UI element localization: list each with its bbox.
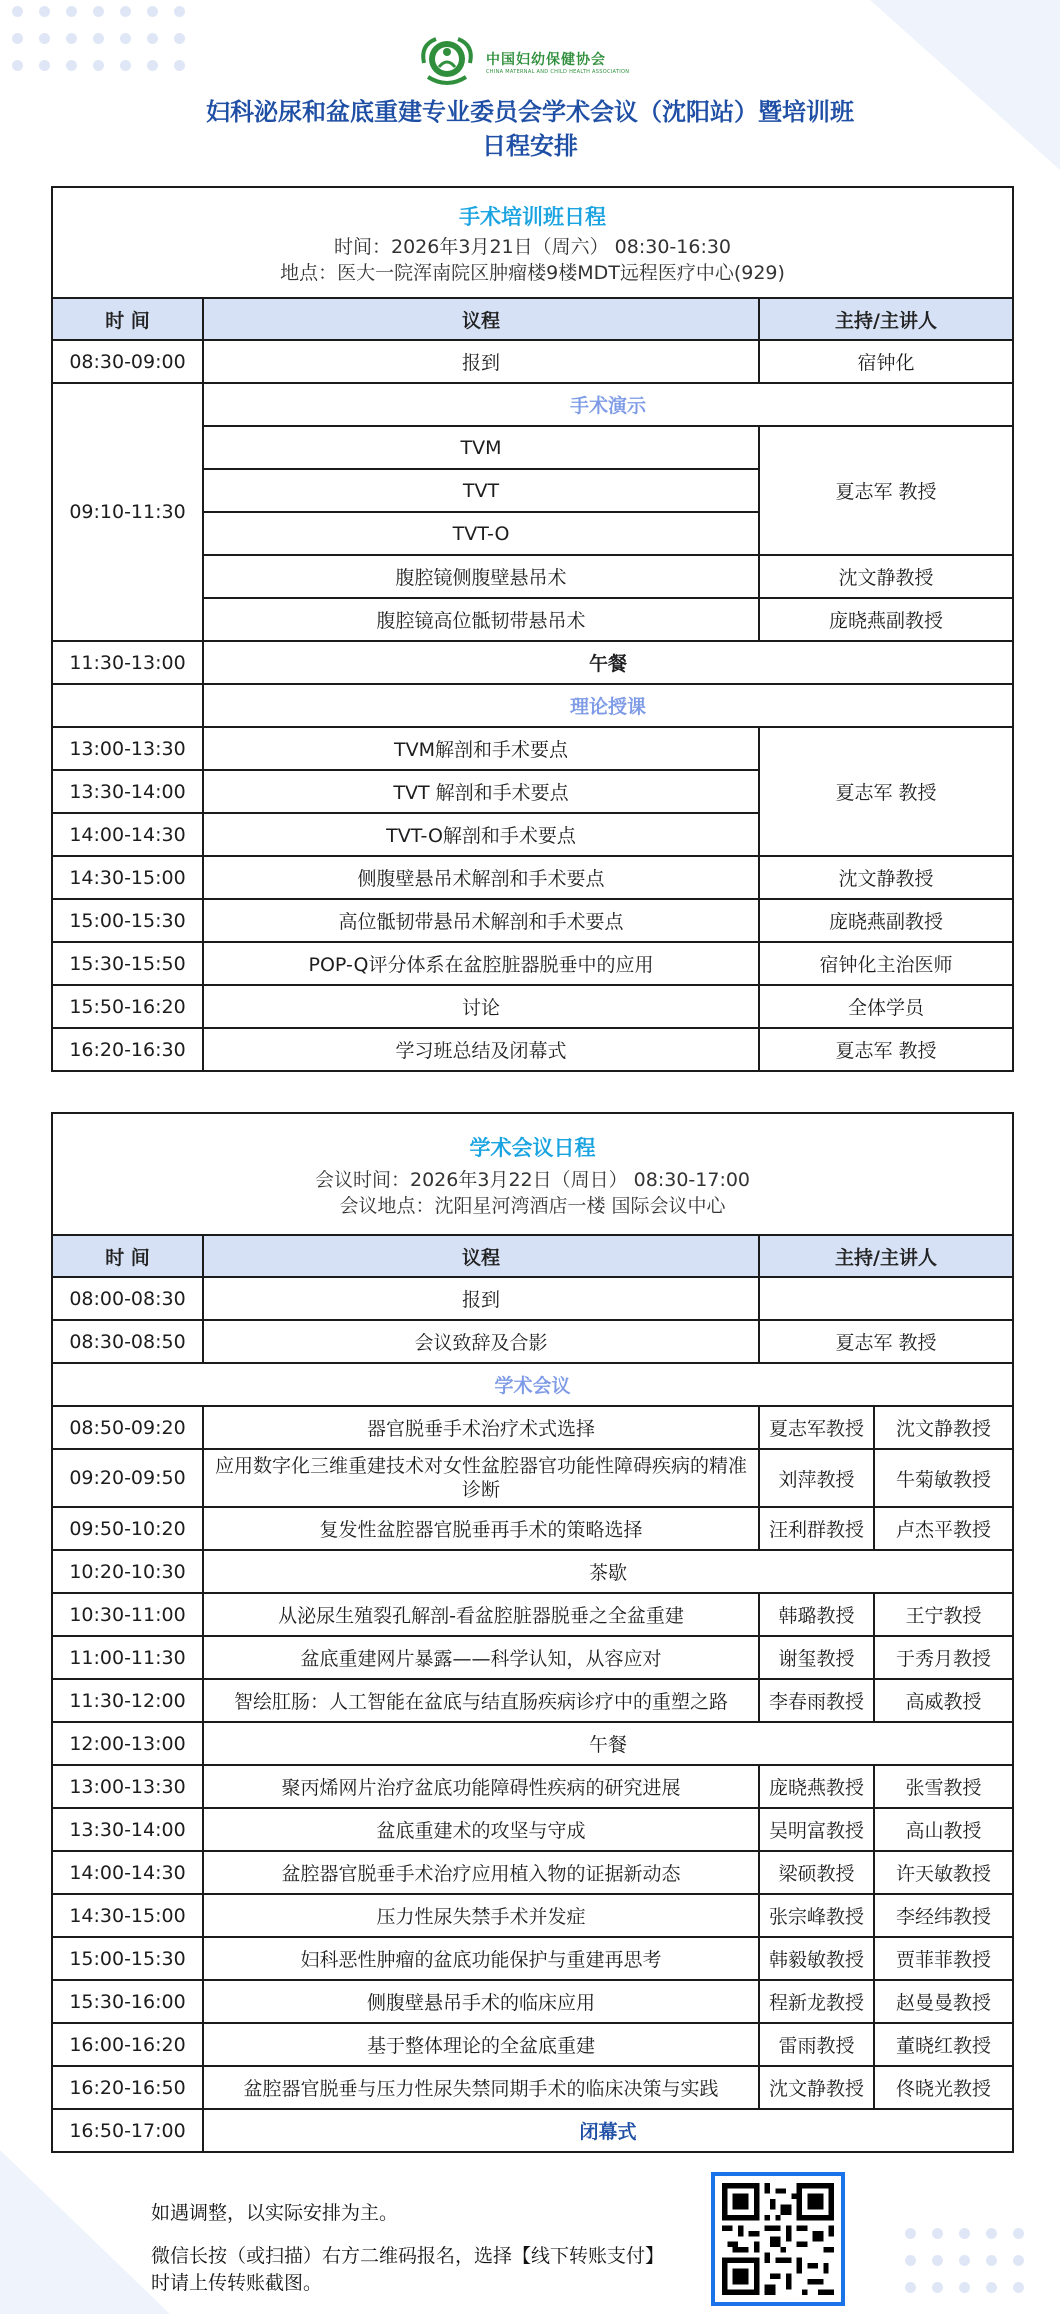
- row-speaker: 牛菊敏教授: [874, 1449, 1013, 1507]
- row-topic: 学习班总结及闭幕式: [203, 1028, 759, 1071]
- training-title: 手术培训班日程: [459, 204, 607, 229]
- table-row: [52, 856, 1013, 899]
- table-row: [52, 641, 1013, 684]
- table-row: [52, 1980, 1013, 2023]
- row-host: 张宗峰教授: [759, 1894, 874, 1937]
- row-speaker: 贾菲菲教授: [874, 1937, 1013, 1980]
- org-logo: [414, 33, 629, 91]
- row-time: 10:30-11:00: [52, 1593, 203, 1636]
- row-host: 夏志军 教授: [759, 1028, 1013, 1071]
- row-time: 14:30-15:00: [52, 856, 203, 899]
- row-speaker: 王宁教授: [874, 1593, 1013, 1636]
- table-row: [52, 727, 1013, 770]
- row-time: 15:30-15:50: [52, 942, 203, 985]
- row-host: 沈文静教授: [759, 555, 1013, 598]
- section-label: 学术会议: [52, 1363, 1013, 1406]
- row-host: 夏志军 教授: [759, 1320, 1013, 1363]
- row-host: 全体学员: [759, 985, 1013, 1028]
- row-time: 16:50-17:00: [52, 2109, 203, 2152]
- decor-dots-top-left: [12, 6, 185, 71]
- row-time: 16:20-16:50: [52, 2066, 203, 2109]
- row-time: 15:00-15:30: [52, 899, 203, 942]
- row-host: 谢玺教授: [759, 1636, 874, 1679]
- row-host: 汪利群教授: [759, 1507, 874, 1550]
- table-row: [52, 1593, 1013, 1636]
- training-schedule-table: [51, 186, 1014, 1072]
- row-speaker: 佟晓光教授: [874, 2066, 1013, 2109]
- row-topic: 腹腔镜侧腹壁悬吊术: [203, 555, 759, 598]
- row-time: 08:30-08:50: [52, 1320, 203, 1363]
- row-time: 14:00-14:30: [52, 813, 203, 856]
- row-topic: 从泌尿生殖裂孔解剖-看盆腔脏器脱垂之全盆重建: [203, 1593, 759, 1636]
- row-host: 李春雨教授: [759, 1679, 874, 1722]
- row-topic: TVT: [203, 469, 759, 512]
- section-label: 理论授课: [203, 684, 1013, 727]
- training-title-row: [52, 187, 1013, 298]
- table-row: [52, 1937, 1013, 1980]
- row-topic: 讨论: [203, 985, 759, 1028]
- row-topic: TVT 解剖和手术要点: [203, 770, 759, 813]
- row-topic: 妇科恶性肿瘤的盆底功能保护与重建再思考: [203, 1937, 759, 1980]
- row-host: 梁硕教授: [759, 1851, 874, 1894]
- training-time: 时间：2026年3月21日（周六） 08:30-16:30: [334, 235, 732, 258]
- row-time: 15:30-16:00: [52, 1980, 203, 2023]
- row-topic: 盆底重建网片暴露——科学认知，从容应对: [203, 1636, 759, 1679]
- org-name: 中国妇幼保健协会: [486, 52, 606, 68]
- row-topic: 盆腔器官脱垂手术治疗应用植入物的证据新动态: [203, 1851, 759, 1894]
- title-line-1: 妇科泌尿和盆底重建专业委员会学术会议（沈阳站）暨培训班: [206, 98, 854, 126]
- table-row: [52, 1406, 1013, 1449]
- row-topic: TVT-O: [203, 512, 759, 555]
- table-row: [52, 1449, 1013, 1507]
- row-topic: TVT-O解剖和手术要点: [203, 813, 759, 856]
- row-topic: 应用数字化三维重建技术对女性盆腔器官功能性障碍疾病的精准诊断: [203, 1449, 759, 1507]
- row-speaker: 卢杰平教授: [874, 1507, 1013, 1550]
- row-topic: 器官脱垂手术治疗术式选择: [203, 1406, 759, 1449]
- table-row: [52, 899, 1013, 942]
- table-row: [52, 1550, 1013, 1593]
- row-host: 夏志军教授: [759, 1406, 874, 1449]
- training-location: 地点：医大一院浑南院区肿瘤楼9楼MDT远程医疗中心(929): [280, 261, 785, 284]
- row-host: 庞晓燕副教授: [759, 899, 1013, 942]
- row-speaker: 于秀月教授: [874, 1636, 1013, 1679]
- row-topic: 茶歇: [203, 1550, 1013, 1593]
- row-speaker: 董晓红教授: [874, 2023, 1013, 2066]
- row-topic: 智绘肛肠：人工智能在盆底与结直肠疾病诊疗中的重塑之路: [203, 1679, 759, 1722]
- row-topic: 基于整体理论的全盆底重建: [203, 2023, 759, 2066]
- row-topic: 高位骶韧带悬吊术解剖和手术要点: [203, 899, 759, 942]
- row-time: 12:00-13:00: [52, 1722, 203, 1765]
- row-topic: 聚丙烯网片治疗盆底功能障碍性疾病的研究进展: [203, 1765, 759, 1808]
- table-row: [52, 2023, 1013, 2066]
- row-time: 09:50-10:20: [52, 1507, 203, 1550]
- row-host: 韩毅敏教授: [759, 1937, 874, 1980]
- row-speaker: 许天敏教授: [874, 1851, 1013, 1894]
- conference-time: 会议时间：2026年3月22日（周日） 08:30-17:00: [315, 1169, 751, 1191]
- row-host: 夏志军 教授: [759, 426, 1013, 555]
- row-time: 13:00-13:30: [52, 727, 203, 770]
- col-host-header: 主持/主讲人: [759, 1235, 1013, 1277]
- row-topic: 盆腔器官脱垂与压力性尿失禁同期手术的临床决策与实践: [203, 2066, 759, 2109]
- table-row: [52, 2066, 1013, 2109]
- col-time-header: 时 间: [52, 1235, 203, 1277]
- row-time: 15:50-16:20: [52, 985, 203, 1028]
- row-topic: 侧腹壁悬吊手术的临床应用: [203, 1980, 759, 2023]
- registration-note: 微信长按（或扫描）右方二维码报名，选择【线下转账支付】时请上传转账截图。: [151, 2245, 665, 2294]
- row-time: 11:30-12:00: [52, 1679, 203, 1722]
- conference-title-row: [52, 1113, 1013, 1235]
- table-row: [52, 1894, 1013, 1937]
- decor-dots-bottom-right: [905, 2228, 1024, 2293]
- row-time: 14:00-14:30: [52, 1851, 203, 1894]
- row-host: [759, 1277, 1013, 1320]
- qr-code[interactable]: [711, 2172, 845, 2306]
- row-topic: 午餐: [203, 1722, 1013, 1765]
- row-time: 10:20-10:30: [52, 1550, 203, 1593]
- conference-header-row: [52, 1235, 1013, 1277]
- row-time: 15:00-15:30: [52, 1937, 203, 1980]
- row-topic: 报到: [203, 340, 759, 383]
- table-row: [52, 1277, 1013, 1320]
- table-row: [52, 1320, 1013, 1363]
- row-host: 宿钟化: [759, 340, 1013, 383]
- row-host: 沈文静教授: [759, 2066, 874, 2109]
- col-topic-header: 议程: [203, 1235, 759, 1277]
- row-host: 雷雨教授: [759, 2023, 874, 2066]
- row-topic: POP-Q评分体系在盆腔脏器脱垂中的应用: [203, 942, 759, 985]
- row-host: 夏志军 教授: [759, 727, 1013, 856]
- page-title: [0, 95, 1060, 163]
- row-topic: 腹腔镜高位骶韧带悬吊术: [203, 598, 759, 641]
- row-host: 沈文静教授: [759, 856, 1013, 899]
- row-topic: 盆底重建术的攻坚与守成: [203, 1808, 759, 1851]
- row-host: 程新龙教授: [759, 1980, 874, 2023]
- row-time: 09:20-09:50: [52, 1449, 203, 1507]
- table-row: [52, 985, 1013, 1028]
- conference-location: 会议地点：沈阳星河湾酒店一楼 国际会议中心: [339, 1195, 726, 1217]
- conference-title: 学术会议日程: [469, 1136, 596, 1160]
- row-host: 吴明富教授: [759, 1808, 874, 1851]
- row-speaker: 高山教授: [874, 1808, 1013, 1851]
- row-time: 13:30-14:00: [52, 1808, 203, 1851]
- table-row: [52, 1679, 1013, 1722]
- row-time: 08:50-09:20: [52, 1406, 203, 1449]
- section-label: 手术演示: [203, 383, 1013, 426]
- row-topic: 复发性盆腔器官脱垂再手术的策略选择: [203, 1507, 759, 1550]
- row-topic: 会议致辞及合影: [203, 1320, 759, 1363]
- title-line-2: 日程安排: [482, 132, 578, 160]
- row-host: 韩璐教授: [759, 1593, 874, 1636]
- decor-corner-bottom-left: [0, 2150, 170, 2314]
- row-time: 09:10-11:30: [52, 383, 203, 641]
- row-time: 16:00-16:20: [52, 2023, 203, 2066]
- table-row: [52, 1507, 1013, 1550]
- row-time: 14:30-15:00: [52, 1894, 203, 1937]
- col-topic-header: 议程: [203, 298, 759, 340]
- row-time: 13:30-14:00: [52, 770, 203, 813]
- row-topic: 报到: [203, 1277, 759, 1320]
- row-topic: 压力性尿失禁手术并发症: [203, 1894, 759, 1937]
- table-row: [52, 1808, 1013, 1851]
- row-speaker: 张雪教授: [874, 1765, 1013, 1808]
- row-topic: 午餐: [203, 641, 1013, 684]
- org-name-en: CHINA MATERNAL AND CHILD HEALTH ASSOCIATION: [486, 69, 630, 75]
- row-host: 庞晓燕副教授: [759, 598, 1013, 641]
- row-topic: TVM解剖和手术要点: [203, 727, 759, 770]
- row-speaker: 李经纬教授: [874, 1894, 1013, 1937]
- row-speaker: 沈文静教授: [874, 1406, 1013, 1449]
- row-topic: 闭幕式: [203, 2109, 1013, 2152]
- row-speaker: 高威教授: [874, 1679, 1013, 1722]
- table-row: [52, 1765, 1013, 1808]
- row-speaker: 赵曼曼教授: [874, 1980, 1013, 2023]
- table-row: [52, 1636, 1013, 1679]
- row-time: 11:00-11:30: [52, 1636, 203, 1679]
- association-emblem-icon: [414, 33, 480, 91]
- table-row: [52, 340, 1013, 383]
- section-row: [52, 1363, 1013, 1406]
- section-row: [52, 684, 1013, 727]
- section-row: [52, 383, 1013, 426]
- row-topic: 侧腹壁悬吊术解剖和手术要点: [203, 856, 759, 899]
- adjustment-note: 如遇调整，以实际安排为主。: [151, 2202, 399, 2224]
- table-row: [52, 942, 1013, 985]
- qr-code-icon: [722, 2183, 834, 2295]
- col-host-header: 主持/主讲人: [759, 298, 1013, 340]
- table-row: [52, 1722, 1013, 1765]
- row-topic: TVM: [203, 426, 759, 469]
- row-time: 08:00-08:30: [52, 1277, 203, 1320]
- row-host: 庞晓燕教授: [759, 1765, 874, 1808]
- row-time: 16:20-16:30: [52, 1028, 203, 1071]
- table-row: [52, 1028, 1013, 1071]
- table-row: [52, 1851, 1013, 1894]
- row-time: 08:30-09:00: [52, 340, 203, 383]
- row-host: 刘萍教授: [759, 1449, 874, 1507]
- row-host: 宿钟化主治医师: [759, 942, 1013, 985]
- row-time: 11:30-13:00: [52, 641, 203, 684]
- col-time-header: 时 间: [52, 298, 203, 340]
- conference-schedule-table: [51, 1112, 1014, 2153]
- table-row: [52, 2109, 1013, 2152]
- row-time: 13:00-13:30: [52, 1765, 203, 1808]
- training-header-row: [52, 298, 1013, 340]
